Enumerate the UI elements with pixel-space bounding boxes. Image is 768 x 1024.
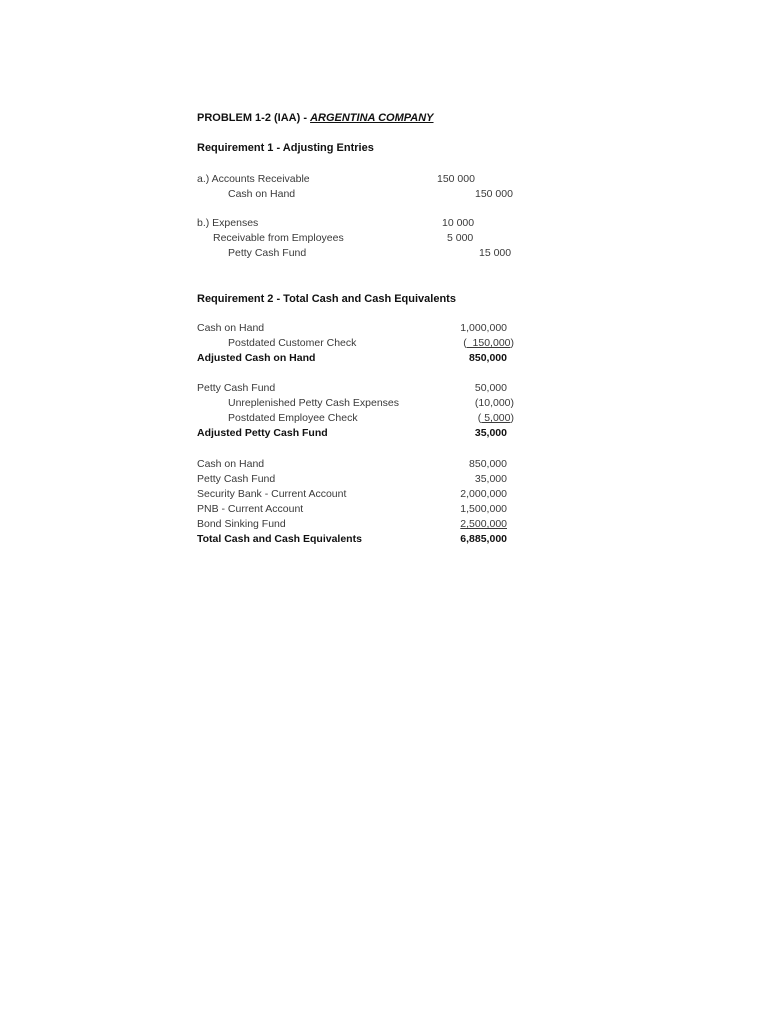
company-name: ARGENTINA COMPANY (310, 112, 434, 124)
postdated-customer-check-value (463, 337, 514, 349)
entry-b-credit-account: Petty Cash Fund (228, 247, 307, 259)
cash-on-hand-label: Cash on Hand (197, 322, 265, 334)
requirement-2-heading: Requirement 2 - Total Cash and Cash Equivalents (197, 293, 456, 305)
entry-b-credit-amount: 15 000 (479, 247, 512, 259)
entry-a-debit-amount: 150 000 (437, 173, 475, 185)
summary-row-label: Petty Cash Fund (197, 473, 276, 485)
entry-b-debit-amount-2: 5 000 (447, 232, 474, 244)
entry-a-credit-account: Cash on Hand (228, 188, 296, 200)
summary-row-value: 1,500,000 (460, 503, 507, 515)
unreplenished-expenses-value: (10,000) (474, 397, 514, 409)
summary-row-value: 850,000 (469, 458, 507, 470)
summary-row-value: 2,000,000 (460, 488, 507, 500)
postdated-customer-check-label: Postdated Customer Check (228, 337, 357, 349)
open-paren: ( (477, 412, 482, 424)
open-paren: ( (463, 337, 467, 349)
adjusted-petty-cash-fund-label: Adjusted Petty Cash Fund (197, 427, 328, 439)
adjusted-petty-cash-fund-value: 35,000 (474, 427, 507, 439)
summary-row-label: PNB - Current Account (197, 503, 304, 515)
postdated-employee-check-amount: 5,000 (481, 412, 511, 424)
entry-a-debit-account: a.) Accounts Receivable (197, 173, 310, 185)
total-cash-label: Total Cash and Cash Equivalents (197, 533, 362, 545)
problem-title (197, 112, 434, 124)
entry-b-debit-account-2: Receivable from Employees (213, 232, 344, 244)
summary-row-label: Cash on Hand (197, 458, 265, 470)
cash-on-hand-value: 1,000,000 (460, 322, 507, 334)
adjusted-cash-on-hand-label: Adjusted Cash on Hand (197, 352, 316, 364)
petty-cash-fund-label: Petty Cash Fund (197, 382, 276, 394)
summary-row-value: 2,500,000 (460, 518, 507, 530)
petty-cash-fund-value: 50,000 (474, 382, 507, 394)
summary-row-label: Security Bank - Current Account (197, 488, 347, 500)
entry-b-debit-amount-1: 10 000 (442, 217, 475, 229)
summary-row-value: 35,000 (474, 473, 507, 485)
unreplenished-expenses-label: Unreplenished Petty Cash Expenses (228, 397, 400, 409)
total-cash-value: 6,885,000 (460, 533, 507, 545)
entry-b-debit-account: b.) Expenses (197, 217, 259, 229)
close-paren: ) (510, 412, 514, 424)
close-paren: ) (510, 337, 514, 349)
postdated-employee-check-value (478, 412, 514, 424)
postdated-employee-check-label: Postdated Employee Check (228, 412, 358, 424)
requirement-1-heading: Requirement 1 - Adjusting Entries (197, 142, 374, 154)
postdated-customer-check-amount: 150,000 (466, 337, 511, 349)
adjusted-cash-on-hand-value: 850,000 (469, 352, 507, 364)
summary-row-label: Bond Sinking Fund (197, 518, 286, 530)
entry-a-credit-amount: 150 000 (475, 188, 513, 200)
problem-title-prefix: PROBLEM 1-2 (IAA) - (197, 112, 311, 124)
